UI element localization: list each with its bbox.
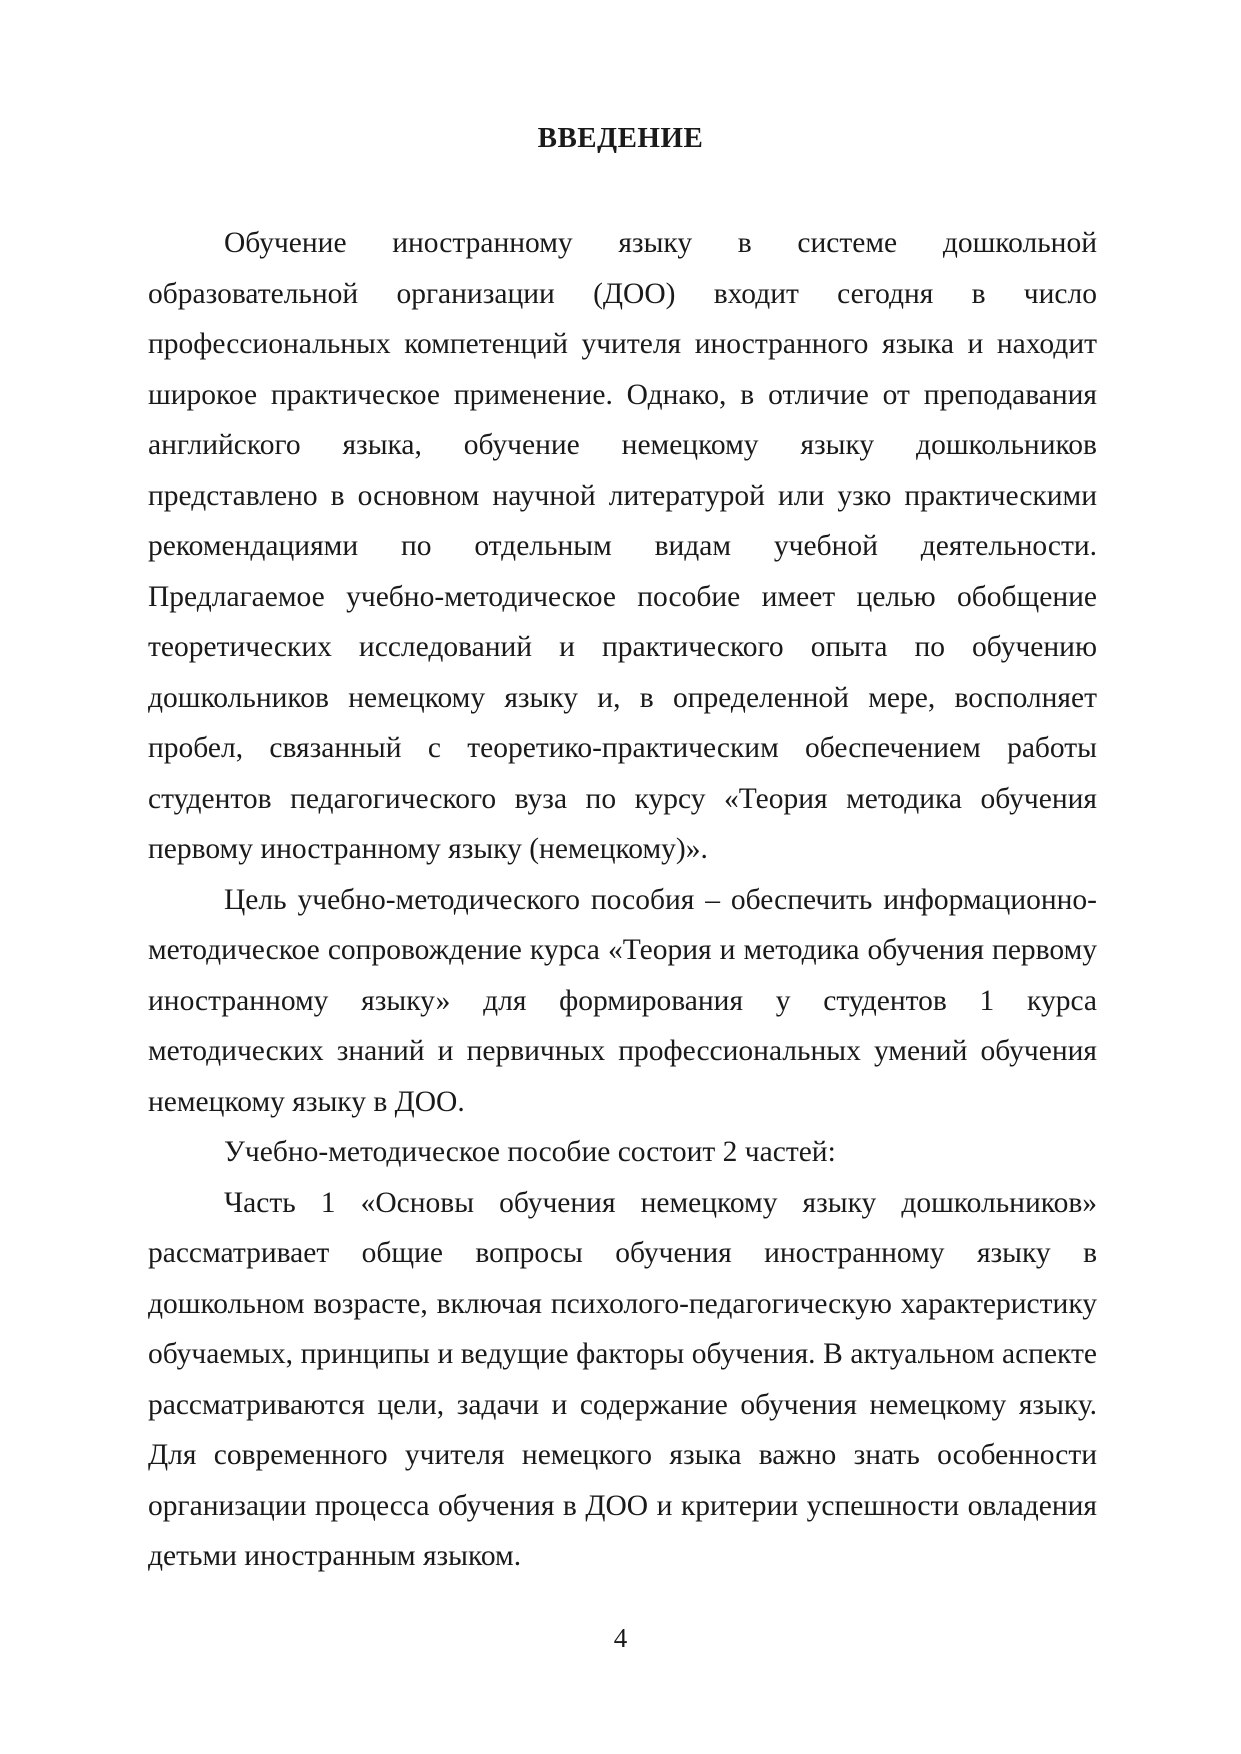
page-number: 4 bbox=[613, 1623, 628, 1653]
paragraph-part-one: Часть 1 «Основы обучения немецкому языку дошкольников» рассматривает общие вопросы обучения иностранному языку в дошкольном возрасте, включая психолого-педагогическую характеристику обучаемых, принципы и ведущие факторы обучения. В актуальном аспекте рассматриваются цели, задачи и содержание обучения немецкому языку. Для современного учителя немецкого языка важно знать особенности организации процесса обучения в ДОО и критерии успешности овладения детьми иностранным языком. bbox=[148, 1186, 1097, 1572]
body-text bbox=[148, 218, 1097, 1582]
section-title: ВВЕДЕНИЕ bbox=[537, 122, 704, 154]
paragraph-structure: Учебно-методическое пособие состоит 2 частей: bbox=[224, 1136, 836, 1168]
paragraph-goal: Цель учебно-методического пособия – обеспечить информационно-методическое сопровождение курса «Теория и методика обучения первому иностранному языку» для формирования у студентов 1 курса методических знаний и первичных профессиональных умений обучения немецкому языку в ДОО. bbox=[148, 883, 1097, 1118]
paragraph-intro: Обучение иностранному языку в системе дошкольной образовательной организации (ДОО) входит сегодня в число профессиональных компетенций учителя иностранного языка и находит широкое практическое применение. Однако, в отличие от преподавания английского языка, обучение немецкому языку дошкольников представлено в основном научной литературой или узко практическими рекомендациями по отдельным видам учебной деятельности. Предлагаемое учебно-методическое пособие имеет целью обобщение теоретических исследований и практического опыта по обучению дошкольников немецкому языку и, в определенной мере, восполняет пробел, связанный с теоретико-практическим обеспечением работы студентов педагогического вуза по курсу «Теория методика обучения первому иностранному языку (немецкому)». bbox=[148, 227, 1097, 865]
